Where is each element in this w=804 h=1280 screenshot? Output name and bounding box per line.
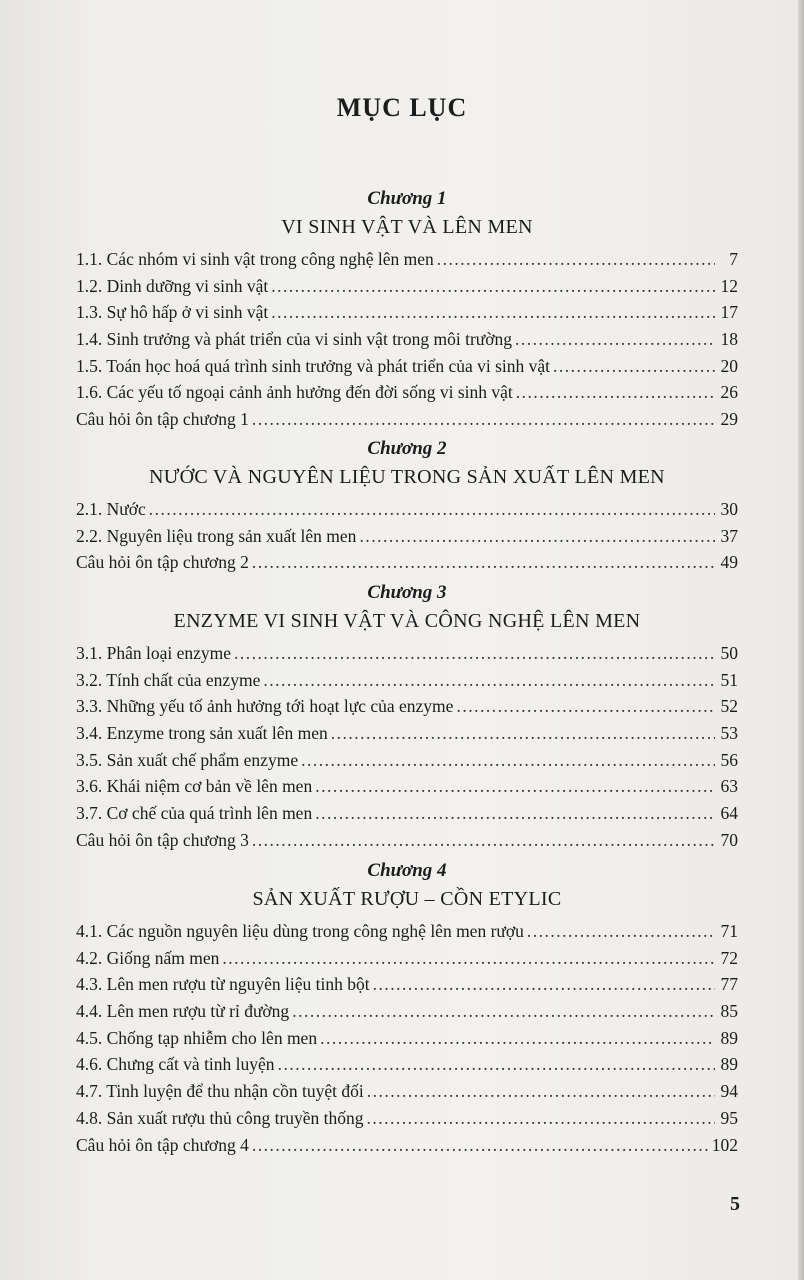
toc-entry-label: 4.7. Tinh luyện để thu nhận cồn tuyệt đối xyxy=(76,1081,364,1102)
toc-entry-page: 37 xyxy=(720,525,738,546)
toc-entry-page: 72 xyxy=(720,947,738,968)
dot-leader xyxy=(252,827,715,854)
toc-entry xyxy=(76,773,738,800)
toc-entry-page: 50 xyxy=(720,643,738,663)
toc-entry-label: 3.4. Enzyme trong sản xuất lên men xyxy=(76,723,328,744)
toc-entry-label: 3.1. Phân loại enzyme xyxy=(76,643,232,663)
toc-entry-label: Câu hỏi ôn tập chương 2 xyxy=(76,552,249,573)
toc-entry xyxy=(76,1078,738,1105)
toc-entry-label: 3.7. Cơ chế của quá trình lên men xyxy=(76,803,313,824)
toc-entry-label: 1.3. Sự hô hấp ở vi sinh vật xyxy=(76,302,269,323)
toc-entry xyxy=(76,918,738,945)
toc-entry-label: 4.6. Chưng cất và tinh luyện xyxy=(76,1054,275,1075)
dot-leader xyxy=(320,1025,715,1052)
toc-entry xyxy=(76,1132,738,1159)
dot-leader xyxy=(527,918,715,945)
toc-entry xyxy=(76,1025,738,1052)
toc-entry-page: 17 xyxy=(720,302,738,323)
toc-entry xyxy=(76,273,738,300)
toc-entry xyxy=(76,549,738,576)
toc-entry-label: 3.3. Những yếu tố ảnh hưởng tới hoạt lực của enzyme xyxy=(76,696,454,717)
dot-leader xyxy=(252,1132,709,1159)
dot-leader xyxy=(234,640,715,667)
chapter-2-number: Chương 2 xyxy=(367,438,447,459)
dot-leader xyxy=(252,549,715,576)
toc-entry-label: 4.4. Lên men rượu từ rỉ đường xyxy=(76,1001,290,1022)
toc-entry-label: 1.4. Sinh trưởng và phát triển của vi sinh vật trong môi trường xyxy=(76,329,513,350)
toc-entry xyxy=(76,998,738,1025)
toc-entry-page: 77 xyxy=(720,974,738,995)
toc-entry-label: Câu hỏi ôn tập chương 4 xyxy=(76,1134,249,1155)
toc-entry-label: 4.1. Các nguồn nguyên liệu dùng trong công nghệ lên men rượu xyxy=(76,921,524,941)
dot-leader xyxy=(301,747,715,774)
chapter-1-number: Chương 1 xyxy=(367,188,447,209)
toc-entry-page: 51 xyxy=(720,669,738,690)
toc-entry-label: 4.2. Giống nấm men xyxy=(76,947,220,968)
toc-entry-page: 26 xyxy=(720,382,738,403)
dot-leader xyxy=(515,326,715,353)
chapter-1-title: VI SINH VẬT VÀ LÊN MEN xyxy=(281,216,533,238)
dot-leader xyxy=(437,246,715,273)
dot-leader xyxy=(331,720,715,747)
toc-entry xyxy=(76,523,738,550)
toc-entry xyxy=(76,1051,738,1078)
chapter-4-number: Chương 4 xyxy=(367,860,447,881)
chapter-3-number: Chương 3 xyxy=(367,582,447,603)
toc-entry-label: Câu hỏi ôn tập chương 3 xyxy=(76,829,249,850)
toc-entry-page: 53 xyxy=(720,723,738,744)
toc-entry-label: 3.5. Sản xuất chế phẩm enzyme xyxy=(76,749,299,770)
toc-entry xyxy=(76,496,738,523)
toc-entry-label: 1.6. Các yếu tố ngoại cảnh ảnh hưởng đến đời sống vi sinh vật xyxy=(76,382,513,403)
toc-entry-label: 2.2. Nguyên liệu trong sản xuất lên men xyxy=(76,525,357,546)
dot-leader xyxy=(252,406,715,433)
toc-entry-page: 52 xyxy=(720,696,738,717)
dot-leader xyxy=(222,945,715,972)
dot-leader xyxy=(315,773,715,800)
dot-leader xyxy=(359,523,715,550)
page-number: 5 xyxy=(730,1193,740,1215)
toc-entry-label: 1.5. Toán học hoá quá trình sinh trưởng và phát triển của vi sinh vật xyxy=(76,355,551,376)
toc-entry xyxy=(76,640,738,667)
toc-entry xyxy=(76,326,738,353)
toc-entry xyxy=(76,246,738,273)
toc-entry-page: 94 xyxy=(720,1081,738,1102)
dot-leader xyxy=(271,299,715,326)
toc-entry-label: 1.1. Các nhóm vi sinh vật trong công nghệ lên men xyxy=(76,249,434,269)
toc-entry-label: 4.8. Sản xuất rượu thủ công truyền thống xyxy=(76,1107,364,1128)
toc-entry xyxy=(76,693,738,720)
toc-entry xyxy=(76,971,738,998)
chapter-2-section xyxy=(76,436,738,580)
toc-entry-label: 2.1. Nước xyxy=(76,499,146,519)
toc-entry-page: 89 xyxy=(720,1054,738,1075)
toc-entry-page: 71 xyxy=(720,921,738,941)
chapter-3-section xyxy=(76,580,738,858)
toc-entry-page: 29 xyxy=(720,409,738,430)
page-title: MỤC LỤC xyxy=(336,93,468,122)
toc-entry-label: 1.2. Dinh dưỡng vi sinh vật xyxy=(76,275,269,296)
toc-entry xyxy=(76,747,738,774)
table-of-contents xyxy=(76,186,738,1158)
toc-entry-page: 89 xyxy=(720,1027,738,1048)
chapter-4-title: SẢN XUẤT RƯỢU – CỒN ETYLIC xyxy=(252,888,562,910)
toc-entry-page: 85 xyxy=(720,1001,738,1022)
toc-entry xyxy=(76,667,738,694)
toc-entry xyxy=(76,1105,738,1132)
toc-entry-page: 30 xyxy=(720,499,738,519)
toc-entry-label: 4.3. Lên men rượu từ nguyên liệu tinh bột xyxy=(76,974,370,995)
dot-leader xyxy=(315,800,715,827)
toc-entry xyxy=(76,945,738,972)
chapter-2-title: NƯỚC VÀ NGUYÊN LIỆU TRONG SẢN XUẤT LÊN MEN xyxy=(149,466,665,488)
dot-leader xyxy=(149,496,715,523)
toc-entry-page: 7 xyxy=(729,249,738,269)
toc-entry-page: 56 xyxy=(720,749,738,770)
toc-entry-label: 3.6. Khái niệm cơ bản về lên men xyxy=(76,776,313,797)
dot-leader xyxy=(278,1051,715,1078)
toc-entry xyxy=(76,406,738,433)
toc-entry-page: 64 xyxy=(720,803,738,824)
toc-entry xyxy=(76,299,738,326)
page-edge-shadow xyxy=(798,0,804,1280)
toc-entry xyxy=(76,800,738,827)
chapter-1-section xyxy=(76,186,738,436)
toc-entry-page: 95 xyxy=(720,1107,738,1128)
dot-leader xyxy=(367,1105,715,1132)
dot-leader xyxy=(516,379,715,406)
dot-leader xyxy=(292,998,715,1025)
toc-entry-page: 102 xyxy=(711,1134,738,1155)
toc-entry-page: 12 xyxy=(720,275,738,296)
dot-leader xyxy=(367,1078,715,1105)
chapter-3-title: ENZYME VI SINH VẬT VÀ CÔNG NGHỆ LÊN MEN xyxy=(173,610,641,632)
chapter-4-section xyxy=(76,858,738,1158)
toc-entry-label: 3.2. Tính chất của enzyme xyxy=(76,669,261,690)
toc-entry-page: 63 xyxy=(720,776,738,797)
toc-entry xyxy=(76,379,738,406)
dot-leader xyxy=(373,971,715,998)
dot-leader xyxy=(553,353,715,380)
toc-entry-label: Câu hỏi ôn tập chương 1 xyxy=(76,409,249,430)
toc-entry-page: 18 xyxy=(720,329,738,350)
toc-entry-page: 70 xyxy=(720,829,738,850)
dot-leader xyxy=(456,693,715,720)
toc-entry xyxy=(76,827,738,854)
dot-leader xyxy=(271,273,715,300)
dot-leader xyxy=(263,667,715,694)
toc-entry xyxy=(76,720,738,747)
toc-entry-label: 4.5. Chống tạp nhiễm cho lên men xyxy=(76,1027,318,1048)
toc-entry-page: 20 xyxy=(720,355,738,376)
toc-entry-page: 49 xyxy=(720,552,738,573)
toc-entry xyxy=(76,353,738,380)
